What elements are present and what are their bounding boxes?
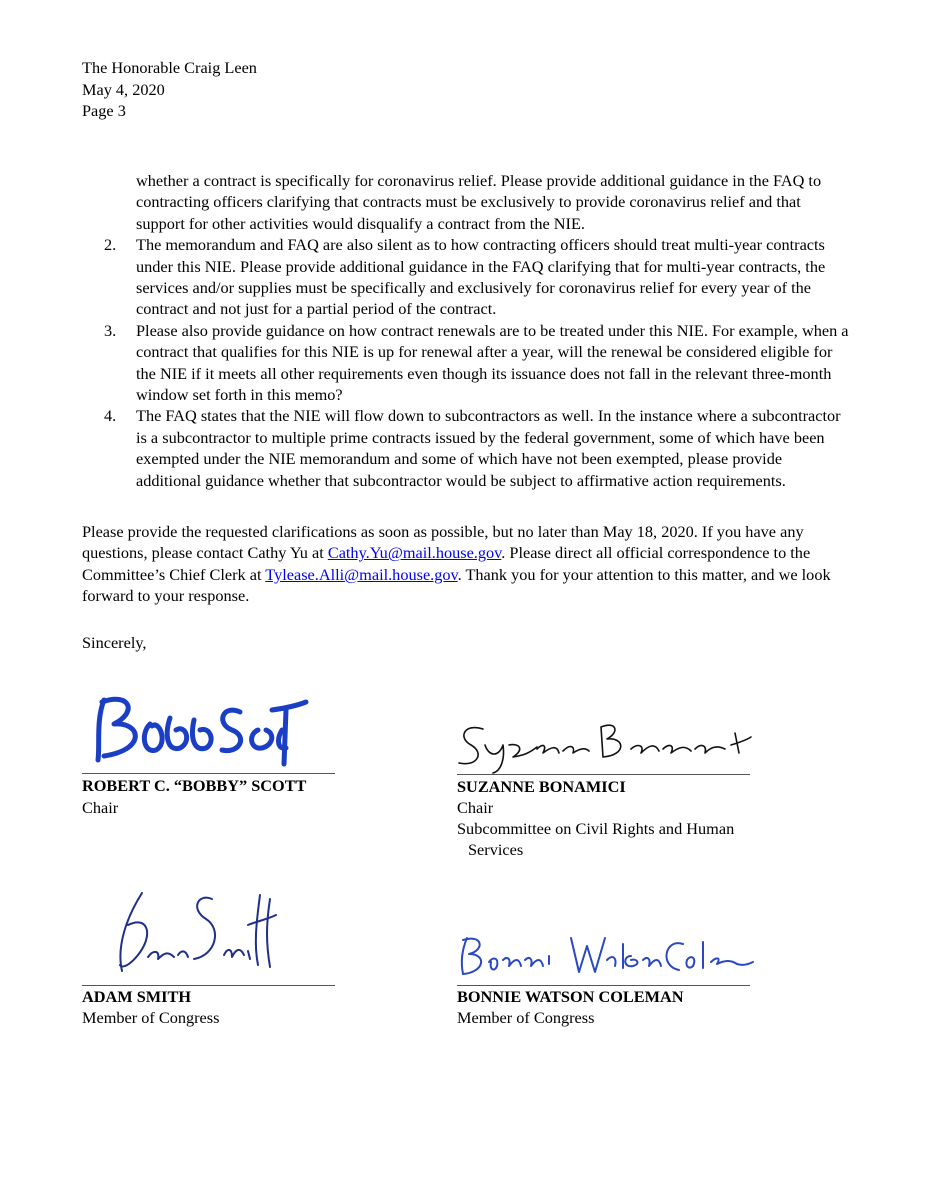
closing-paragraph <box>82 521 852 607</box>
addressee: The Honorable Craig Leen <box>82 58 257 77</box>
signer-subcommittee-cont: Services <box>468 840 524 859</box>
list-item-text: The FAQ states that the NIE will flow down to subcontractors as well. In the instance where a subcontractor is a subcontractor to multiple prime contracts issued by the federal government, some of which have been exempted under the NIE memorandum and some of which have not been exempted, please provide additional guidance whether that subcontractor would be subject to affirmative action requirements. <box>136 406 841 490</box>
numbered-list <box>104 170 849 491</box>
list-item-number: 2. <box>104 235 117 255</box>
closing-text-2: . Please direct all official correspondence to the Committee’s Chief Clerk at <box>82 543 811 584</box>
signature-suzanne-bonamici <box>455 715 755 775</box>
list-item <box>104 405 849 491</box>
signature-line <box>82 773 335 774</box>
list-item-text: Please also provide guidance on how contract renewals are to be treated under this NIE. For example, when a contract that qualifies for this NIE is up for renewal after a year, will the renewal be considered eligible for the NIE if it meets all other requirements even though its issuance does not fall in the relevant three-month window set forth in this memo? <box>136 320 849 405</box>
email-link-cathy-yu[interactable]: Cathy.Yu@mail.house.gov <box>327 543 502 563</box>
signer-title: Member of Congress <box>457 1008 595 1027</box>
list-item-continuation <box>104 170 849 234</box>
signature-image <box>90 690 310 770</box>
signer-subcommittee: Subcommittee on Civil Rights and Human <box>457 819 735 838</box>
signer-title: Chair <box>457 798 494 817</box>
list-item-number: 4. <box>104 406 117 426</box>
signature-image <box>455 715 755 775</box>
signer-name: ADAM SMITH <box>82 987 191 1006</box>
signer-title: Chair <box>82 798 119 817</box>
signer-name: BONNIE WATSON COLEMAN <box>457 987 684 1006</box>
signature-adam-smith <box>108 885 278 980</box>
list-item <box>104 234 849 320</box>
email-link-tylease-alli[interactable]: Tylease.Alli@mail.house.gov <box>265 564 458 584</box>
signature-line <box>457 774 750 775</box>
closing-text-1: Please provide the requested clarifications as soon as possible, but no later than May 18, 2020. If you have any questions, please contact Cathy Yu at <box>82 522 804 563</box>
signature-bobby-scott <box>90 690 310 770</box>
signature-image <box>455 930 755 980</box>
page-number: Page 3 <box>82 101 126 120</box>
letter-date: May 4, 2020 <box>82 79 165 99</box>
signature-image <box>108 885 278 980</box>
signer-name: ROBERT C. “BOBBY” SCOTT <box>82 776 307 795</box>
letter-header <box>82 57 257 122</box>
list-item <box>104 320 849 406</box>
list-item-text: The memorandum and FAQ are also silent as to how contracting officers should treat multi-year contracts under this NIE. Please provide additional guidance in the FAQ clarifying that for multi-year contracts, the services and/or supplies must be specifically and exclusively for coronavirus relief for every year of the contract and not just for a partial period of the contract. <box>136 235 826 319</box>
signature-bonnie-watson-coleman <box>455 930 755 980</box>
list-item-number: 3. <box>104 320 117 340</box>
sign-off: Sincerely, <box>82 633 147 652</box>
signer-title: Member of Congress <box>82 1008 220 1027</box>
signer-name: SUZANNE BONAMICI <box>457 777 626 796</box>
list-item-text: whether a contract is specifically for coronavirus relief. Please provide additional guidance in the FAQ to contracting officers clarifying that contracts must be exclusively to provide coronavirus relief and that support for other activities would disqualify a contract from the NIE. <box>136 171 822 233</box>
closing-text-3: . Thank you for your attention to this matter, and we look forward to your response. <box>82 564 831 606</box>
